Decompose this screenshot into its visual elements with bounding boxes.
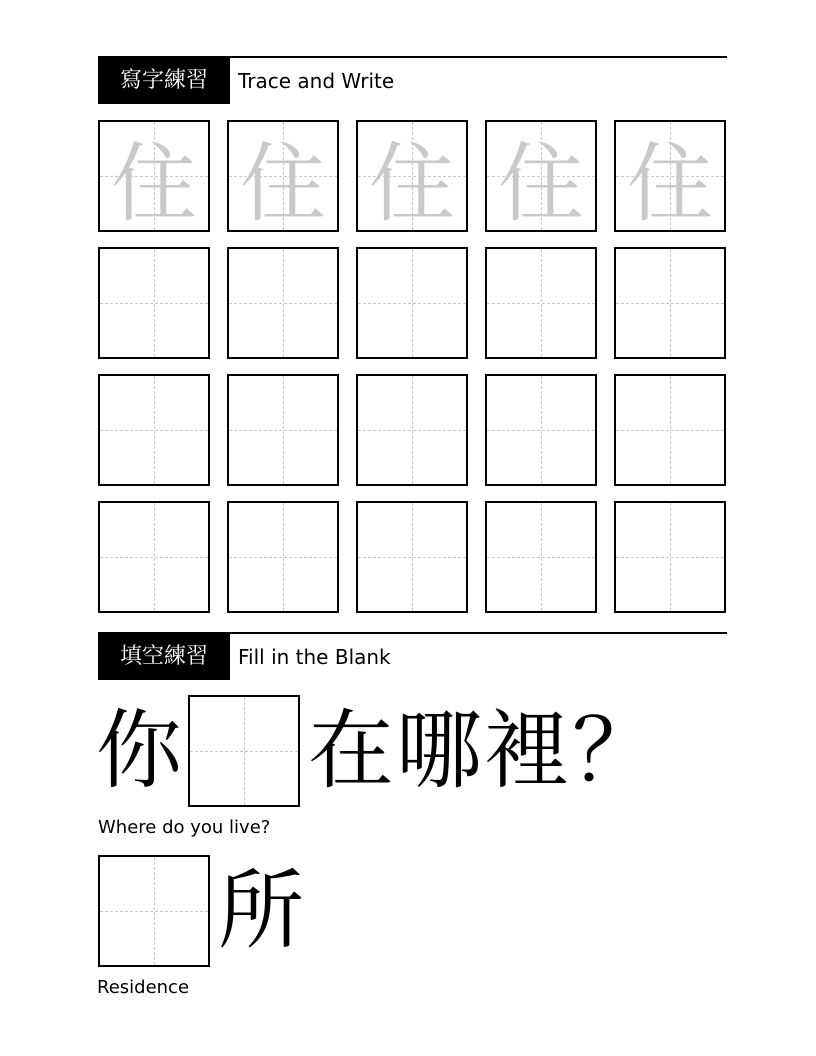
write-cell[interactable] [614,247,726,359]
trace-cell[interactable] [485,120,597,232]
blank-cell[interactable] [188,695,300,807]
trace-cell[interactable] [614,120,726,232]
write-cell[interactable] [98,374,210,486]
write-row [98,247,728,360]
write-row [98,374,728,487]
write-row [98,501,728,614]
trace-cell[interactable] [227,120,339,232]
write-cell[interactable] [98,501,210,613]
write-cell[interactable] [356,501,468,613]
sentence-text-after: 在哪裡？ [308,701,660,801]
word-text-after: 所 [218,861,304,961]
write-cell[interactable] [227,374,339,486]
write-cell[interactable] [485,501,597,613]
word-translation: Residence [97,977,190,998]
write-cell[interactable] [614,374,726,486]
section-title-english: Fill in the Blank [238,645,391,669]
write-cell[interactable] [485,374,597,486]
write-cell[interactable] [485,247,597,359]
trace-section-header [98,56,727,104]
section-title-chinese: 填空練習 [98,634,230,680]
trace-character: 住 [240,134,326,234]
trace-character: 住 [498,134,584,234]
sentence-text-before: 你 [96,701,182,801]
trace-row [98,120,728,233]
trace-character: 住 [369,134,455,234]
trace-character: 住 [111,134,197,234]
trace-cell[interactable] [356,120,468,232]
write-cell[interactable] [356,247,468,359]
write-cell[interactable] [614,501,726,613]
sentence-translation: Where do you live? [98,817,271,838]
write-cell[interactable] [227,247,339,359]
trace-character: 住 [627,134,713,234]
fill-blank-sentence [96,695,660,807]
write-cell[interactable] [227,501,339,613]
write-cell[interactable] [356,374,468,486]
section-title-chinese: 寫字練習 [98,58,230,104]
blank-cell[interactable] [98,855,210,967]
write-cell[interactable] [98,247,210,359]
section-title-english: Trace and Write [238,69,395,93]
fill-blank-section-header [98,632,727,680]
fill-blank-word [98,855,304,967]
practice-grid [98,120,728,628]
trace-cell[interactable] [98,120,210,232]
